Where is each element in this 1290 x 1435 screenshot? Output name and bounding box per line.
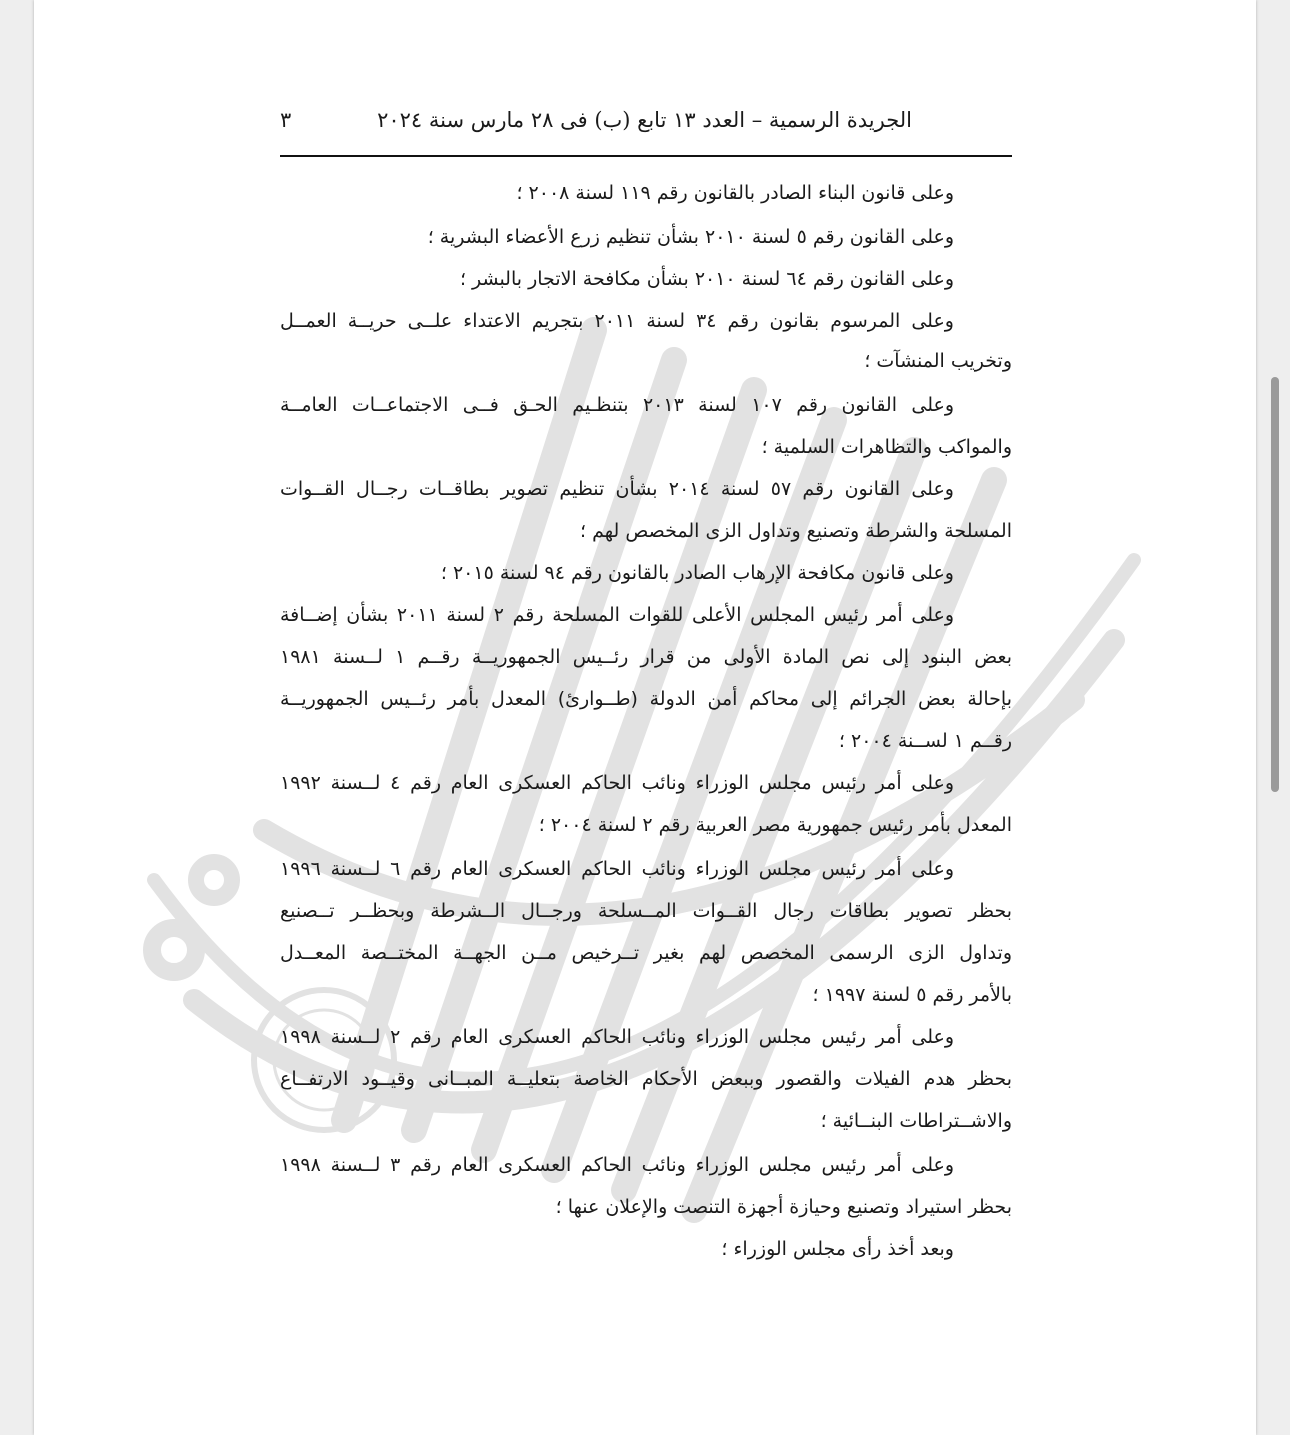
document-page — [34, 0, 1256, 1435]
preamble-line: وعلى القانون رقم ١٠٧ لسنة ٢٠١٣ بتنظـيم الحـق فــى الاجتماعــات العامــة — [280, 394, 955, 416]
preamble-line: والاشــتراطات البنــائية ؛ — [820, 1110, 1012, 1132]
preamble-line: وعلى قانون مكافحة الإرهاب الصادر بالقانون رقم ٩٤ لسنة ٢٠١٥ ؛ — [440, 562, 954, 584]
preamble-line: بحظر استيراد وتصنيع وحيازة أجهزة التنصت والإعلان عنها ؛ — [555, 1196, 1012, 1218]
preamble-line: وعلى القانون رقم ٦٤ لسنة ٢٠١٠ بشأن مكافحة الاتجار بالبشر ؛ — [459, 268, 954, 290]
preamble-line: بالأمر رقم ٥ لسنة ١٩٩٧ ؛ — [812, 984, 1012, 1006]
preamble-line: وعلى قانون البناء الصادر بالقانون رقم ١١٩ لسنة ٢٠٠٨ ؛ — [516, 182, 954, 204]
preamble-line: وعلى المرسوم بقانون رقم ٣٤ لسنة ٢٠١١ بتجريم الاعتداء علــى حريــة العمــل — [280, 310, 954, 332]
preamble-line: والمواكب والتظاهرات السلمية ؛ — [761, 436, 1012, 458]
preamble-line: بحظر تصوير بطاقات رجال القــوات المــسلحة ورجــال الــشرطة وبحظــر تــصنيع — [280, 900, 1012, 922]
preamble-line: وعلى أمر رئيس مجلس الوزراء ونائب الحاكم العسكرى العام رقم ٢ لــسنة ١٩٩٨ — [280, 1026, 954, 1048]
preamble-line: وعلى أمر رئيس مجلس الوزراء ونائب الحاكم العسكرى العام رقم ٤ لــسنة ١٩٩٢ — [280, 772, 954, 794]
page-number: ٣ — [280, 108, 292, 132]
preamble-line: بحظر هدم الفيلات والقصور وببعض الأحكام الخاصة بتعليــة المبــانى وقيــود الارتفــاع — [280, 1068, 1012, 1090]
preamble-line: وتداول الزى الرسمى المخصص لهم بغير تــرخيص مــن الجهــة المختــصة المعــدل — [280, 942, 1012, 964]
gazette-title: الجريدة الرسمية – العدد ١٣ تابع (ب) فى ٢٨ مارس سنة ٢٠٢٤ — [377, 108, 912, 132]
preamble-line: وبعد أخذ رأى مجلس الوزراء ؛ — [721, 1238, 954, 1260]
decree-preamble — [280, 0, 1012, 1435]
preamble-line: رقــم ١ لســنة ٢٠٠٤ ؛ — [838, 730, 1012, 752]
preamble-line: وعلى القانون رقم ٥ لسنة ٢٠١٠ بشأن تنظيم زرع الأعضاء البشرية ؛ — [427, 226, 954, 248]
preamble-line: بعض البنود إلى نص المادة الأولى من قرار رئــيس الجمهوريــة رقــم ١ لــسنة ١٩٨١ — [280, 646, 1012, 668]
preamble-line: بإحالة بعض الجرائم إلى محاكم أمن الدولة (طــوارئ) المعدل بأمر رئــيس الجمهوريــة — [280, 688, 1012, 710]
preamble-line: وعلى أمر رئيس مجلس الوزراء ونائب الحاكم العسكرى العام رقم ٦ لــسنة ١٩٩٦ — [280, 858, 954, 880]
preamble-line: وعلى أمر رئيس مجلس الوزراء ونائب الحاكم العسكرى العام رقم ٣ لــسنة ١٩٩٨ — [280, 1154, 954, 1176]
preamble-line: وتخريب المنشآت ؛ — [864, 350, 1012, 372]
preamble-line: المعدل بأمر رئيس جمهورية مصر العربية رقم ٢ لسنة ٢٠٠٤ ؛ — [538, 814, 1012, 836]
preamble-line: وعلى أمر رئيس المجلس الأعلى للقوات المسلحة رقم ٢ لسنة ٢٠١١ بشأن إضــافة — [280, 604, 954, 626]
vertical-scrollbar[interactable] — [1271, 377, 1279, 792]
preamble-line: المسلحة والشرطة وتصنيع وتداول الزى المخصص لهم ؛ — [580, 520, 1012, 542]
preamble-line: وعلى القانون رقم ٥٧ لسنة ٢٠١٤ بشأن تنظيم تصوير بطاقــات رجــال القــوات — [280, 478, 954, 500]
